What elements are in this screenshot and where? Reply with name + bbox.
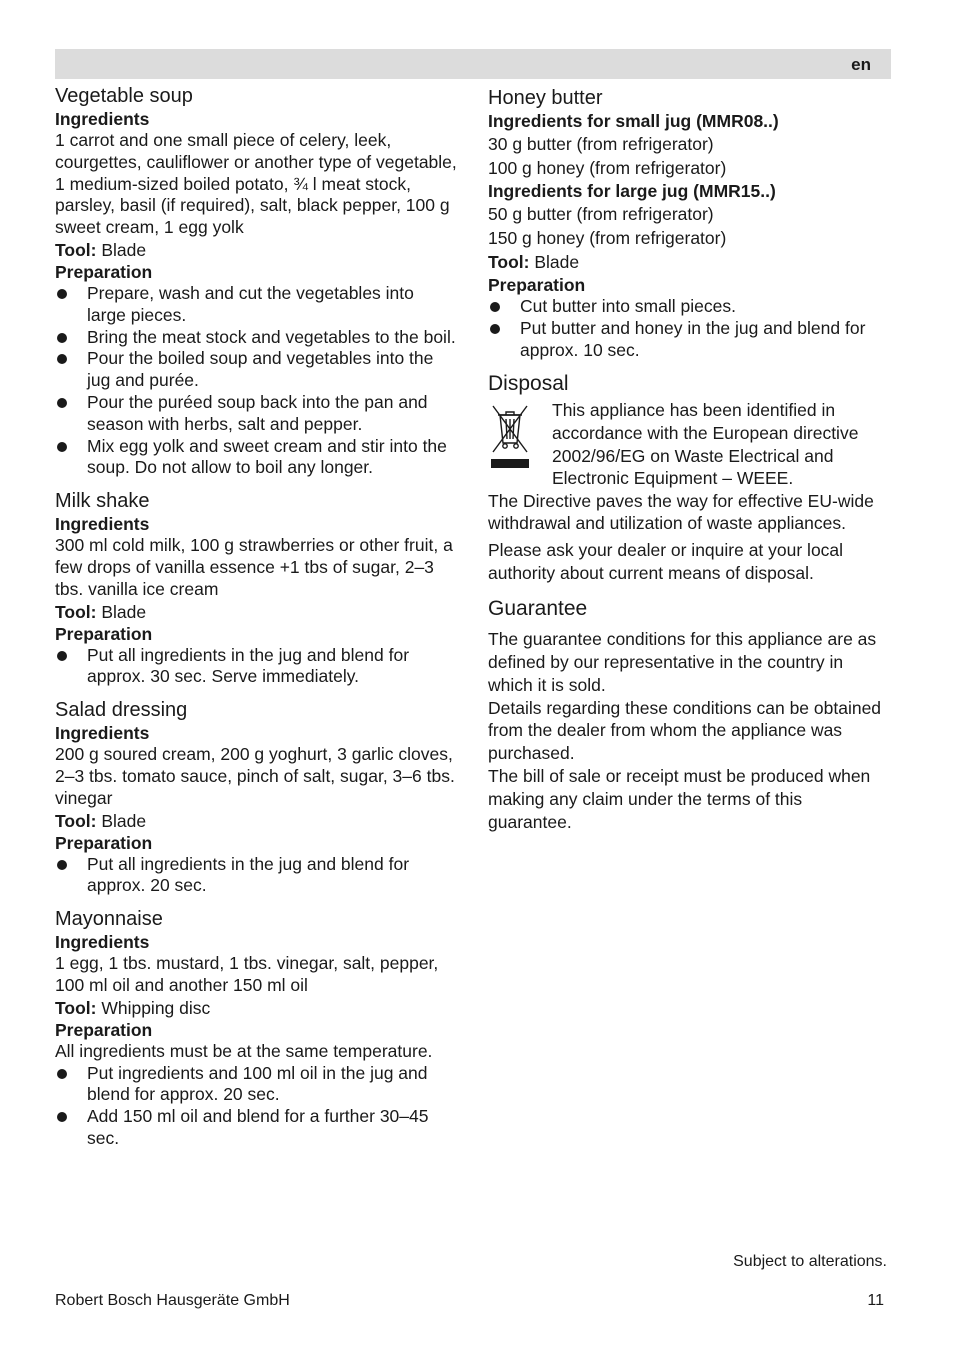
ingredients-label: Ingredients xyxy=(55,723,150,744)
ingredients-text: 200 g soured cream, 200 g yoghurt, 3 garlic cloves, 2–3 tbs. tomato sauce, pinch of salt, sugar, 3–6 tbs. vinegar xyxy=(55,744,455,808)
recipe-vegetable-soup xyxy=(55,84,457,479)
tool-line xyxy=(488,250,890,274)
ingredients-label: Ingredients xyxy=(55,109,150,129)
list-item: Pour the boiled soup and vegetables into the jug and purée. xyxy=(55,348,457,392)
tool-line xyxy=(55,997,457,1019)
alterations-note: Subject to alterations. xyxy=(733,1253,887,1270)
preparation-note: All ingredients must be at the same temperature. xyxy=(55,1040,433,1061)
list-item: Put ingredients and 100 ml oil in the jug and blend for approx. 20 sec. xyxy=(55,1063,457,1107)
guarantee-paragraph: The guarantee conditions for this appliance are as defined by our representative in the country in which it is sold. xyxy=(488,629,877,695)
tool-label: Tool: xyxy=(55,601,97,622)
list-item: Mix egg yolk and sweet cream and stir into the soup. Do not allow to boil any longer. xyxy=(55,436,457,480)
list-item: Cut butter into small pieces. xyxy=(488,296,890,318)
tool-label: Tool: xyxy=(55,997,97,1018)
guarantee-title: Guarantee xyxy=(488,597,588,621)
tool-value: Blade xyxy=(96,239,147,260)
ingredient-line: 50 g butter (from refrigerator) xyxy=(488,204,714,224)
weee-notice xyxy=(488,399,890,489)
ingredients-text: 1 carrot and one small piece of celery, leek, courgettes, cauliflower or another type of vegetable, 1 medium-sized boiled potato, ¾ l meat stock, parsley, basil (if required), salt, black pepper, 100 g sweet cream, 1 egg yolk xyxy=(55,130,457,238)
preparation-label: Preparation xyxy=(55,1019,153,1040)
language-code: en xyxy=(851,55,871,74)
page-number: 11 xyxy=(867,1292,884,1309)
small-jug-label: Ingredients for small jug (MMR08..) xyxy=(488,111,779,131)
recipe-title: Honey butter xyxy=(488,87,603,109)
tool-label: Tool: xyxy=(488,252,530,272)
list-item: Put butter and honey in the jug and blend for approx. 10 sec. xyxy=(488,318,890,362)
disposal-title: Disposal xyxy=(488,372,569,396)
disposal-paragraph: Please ask your dealer or inquire at your local authority about current means of disposal. xyxy=(488,539,844,583)
list-item: Pour the puréed soup back into the pan and season with herbs, salt and pepper. xyxy=(55,392,457,436)
crossed-out-wheeled-bin-icon xyxy=(488,399,538,489)
tool-line xyxy=(55,239,457,261)
right-column xyxy=(488,84,890,833)
preparation-steps xyxy=(55,645,457,689)
tool-value: Blade xyxy=(96,810,147,831)
preparation-label: Preparation xyxy=(488,275,586,295)
recipe-milk-shake xyxy=(55,489,457,688)
guarantee-section xyxy=(488,596,890,833)
tool-label: Tool: xyxy=(55,810,97,831)
left-column xyxy=(55,84,457,1150)
tool-line xyxy=(55,810,457,832)
preparation-label: Preparation xyxy=(55,261,153,282)
recipe-title: Vegetable soup xyxy=(55,85,193,107)
preparation-steps xyxy=(55,1063,457,1150)
tool-label: Tool: xyxy=(55,239,97,260)
preparation-steps xyxy=(488,296,890,361)
preparation-steps xyxy=(55,283,457,479)
weee-text: This appliance has been identified in accordance with the European directive 2002/96/EG on Waste Electrical and Electronic Equipment – WEEE. xyxy=(552,400,859,489)
ingredients-label: Ingredients xyxy=(55,514,150,535)
ingredient-line: 30 g butter (from refrigerator) xyxy=(488,134,714,154)
language-header-bar xyxy=(55,49,891,79)
preparation-steps xyxy=(55,854,457,898)
ingredients-text: 1 egg, 1 tbs. mustard, 1 tbs. vinegar, salt, pepper, 100 ml oil and another 150 ml oil xyxy=(55,953,439,995)
recipe-title: Salad dressing xyxy=(55,699,188,722)
disposal-section xyxy=(488,371,890,584)
preparation-label: Preparation xyxy=(55,832,153,853)
recipe-title: Mayonnaise xyxy=(55,908,163,931)
tool-line xyxy=(55,601,457,623)
ingredient-line: 150 g honey (from refrigerator) xyxy=(488,228,727,248)
guarantee-paragraph: Details regarding these conditions can be obtained from the dealer from whom the appliance was purchased. xyxy=(488,697,882,764)
recipe-salad-dressing xyxy=(55,698,457,897)
tool-value: Whipping disc xyxy=(96,997,211,1018)
list-item: Put all ingredients in the jug and blend for approx. 30 sec. Serve immediately. xyxy=(55,645,457,689)
recipe-honey-butter xyxy=(488,86,890,361)
disposal-paragraph: The Directive paves the way for effective EU-wide withdrawal and utilization of waste appliances. xyxy=(488,490,874,534)
ingredients-label: Ingredients xyxy=(55,932,150,953)
guarantee-paragraph: The bill of sale or receipt must be produced when making any claim under the terms of this guarantee. xyxy=(488,765,871,832)
ingredient-line: 100 g honey (from refrigerator) xyxy=(488,158,727,178)
list-item: Prepare, wash and cut the vegetables into large pieces. xyxy=(55,283,457,327)
recipe-title: Milk shake xyxy=(55,490,150,513)
tool-value: Blade xyxy=(529,252,580,272)
ingredients-text: 300 ml cold milk, 100 g strawberries or other fruit, a few drops of vanilla essence +1 tbs of sugar, 2–3 tbs. vanilla ice cream xyxy=(55,535,453,599)
preparation-label: Preparation xyxy=(55,623,153,644)
large-jug-label: Ingredients for large jug (MMR15..) xyxy=(488,181,776,201)
company-name: Robert Bosch Hausgeräte GmbH xyxy=(55,1292,290,1309)
list-item: Add 150 ml oil and blend for a further 30–45 sec. xyxy=(55,1106,457,1150)
tool-value: Blade xyxy=(96,601,147,622)
list-item: Bring the meat stock and vegetables to the boil. xyxy=(55,327,457,349)
list-item: Put all ingredients in the jug and blend for approx. 20 sec. xyxy=(55,854,457,898)
recipe-mayonnaise xyxy=(55,907,457,1150)
